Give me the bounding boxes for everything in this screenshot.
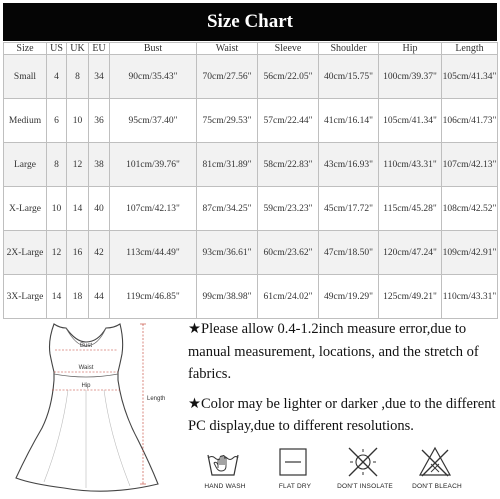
- table-cell: 49cm/19.29": [319, 275, 379, 319]
- column-header-us: US: [47, 43, 67, 55]
- table-cell: 99cm/38.98": [197, 275, 258, 319]
- table-row: [4, 143, 498, 187]
- column-header-uk: UK: [67, 43, 89, 55]
- table-cell: 115cm/45.28": [379, 187, 442, 231]
- table-cell: 41cm/16.14": [319, 99, 379, 143]
- table-row: [4, 99, 498, 143]
- table-cell: 56cm/22.05": [258, 55, 319, 99]
- column-header-length: Length: [442, 43, 498, 55]
- table-cell: 90cm/35.43": [110, 55, 197, 99]
- table-cell: 57cm/22.44": [258, 99, 319, 143]
- table-cell: 38: [89, 143, 110, 187]
- table-cell: 59cm/23.23": [258, 187, 319, 231]
- column-header-eu: EU: [89, 43, 110, 55]
- care-label: DON'T BLEACH: [412, 483, 462, 490]
- table-cell: 105cm/41.34": [379, 99, 442, 143]
- care-item-dont-bleach: [402, 443, 472, 499]
- column-header-bust: Bust: [110, 43, 197, 55]
- size-chart-table: [3, 42, 498, 319]
- table-cell: 119cm/46.85": [110, 275, 197, 319]
- table-cell: 125cm/49.21": [379, 275, 442, 319]
- table-cell: 12: [67, 143, 89, 187]
- table-cell: 93cm/36.61": [197, 231, 258, 275]
- care-label: DON'T INSOLATE: [337, 483, 393, 490]
- table-cell: 61cm/24.02": [258, 275, 319, 319]
- column-header-shoulder: Shoulder: [319, 43, 379, 55]
- table-cell: 75cm/29.53": [197, 99, 258, 143]
- table-cell: 87cm/34.25": [197, 187, 258, 231]
- table-cell: 70cm/27.56": [197, 55, 258, 99]
- table-cell: 109cm/42.91": [442, 231, 498, 275]
- table-row: [4, 55, 498, 99]
- size-notes: [188, 318, 496, 438]
- care-instructions: [190, 443, 496, 499]
- length-label: Length: [147, 396, 166, 402]
- flat-dry-icon: [275, 446, 311, 478]
- table-cell: 106cm/41.73": [442, 99, 498, 143]
- column-header-hip: Hip: [379, 43, 442, 55]
- table-cell: 36: [89, 99, 110, 143]
- table-cell: 120cm/47.24": [379, 231, 442, 275]
- dress-measurement-diagram: [10, 318, 170, 496]
- table-cell: 8: [67, 55, 89, 99]
- table-cell: 101cm/39.76": [110, 143, 197, 187]
- column-header-sleeve: Sleeve: [258, 43, 319, 55]
- table-cell: Small: [4, 55, 47, 99]
- size-chart-title: Size Chart: [3, 3, 497, 41]
- table-cell: X-Large: [4, 187, 47, 231]
- table-cell: 8: [47, 143, 67, 187]
- table-cell: 12: [47, 231, 67, 275]
- table-cell: 110cm/43.31": [442, 275, 498, 319]
- table-cell: Medium: [4, 99, 47, 143]
- dress-illustration: [10, 318, 170, 496]
- dress-outline: [16, 324, 158, 491]
- table-cell: 18: [67, 275, 89, 319]
- table-cell: 44: [89, 275, 110, 319]
- table-cell: 108cm/42.52": [442, 187, 498, 231]
- table-row: [4, 275, 498, 319]
- table-row: [4, 231, 498, 275]
- hand-wash-icon: [205, 446, 241, 478]
- table-cell: 58cm/22.83": [258, 143, 319, 187]
- table-cell: 40cm/15.75": [319, 55, 379, 99]
- table-cell: 10: [67, 99, 89, 143]
- measurement-error-note: ★Please allow 0.4-1.2inch measure error,due to manual measurement, locations, and the stretch of fabrics.: [188, 321, 479, 382]
- table-cell: 95cm/37.40": [110, 99, 197, 143]
- table-cell: 43cm/16.93": [319, 143, 379, 187]
- waist-label: Waist: [78, 365, 94, 371]
- color-variation-note: ★Color may be lighter or darker ,due to the different PC display,due to different resolutions.: [188, 395, 496, 434]
- dont-insolate-icon: [345, 446, 381, 478]
- bust-label: Bust: [79, 343, 93, 349]
- table-cell: 14: [67, 187, 89, 231]
- table-cell: 60cm/23.62": [258, 231, 319, 275]
- column-header-size: Size: [4, 43, 47, 55]
- table-row: [4, 187, 498, 231]
- care-item-flat-dry: [260, 443, 330, 499]
- table-cell: 107cm/42.13": [442, 143, 498, 187]
- dont-bleach-icon: [417, 446, 453, 478]
- table-cell: 4: [47, 55, 67, 99]
- table-cell: 34: [89, 55, 110, 99]
- care-label: FLAT DRY: [278, 483, 312, 490]
- table-cell: 10: [47, 187, 67, 231]
- table-cell: 3X-Large: [4, 275, 47, 319]
- table-cell: 107cm/42.13": [110, 187, 197, 231]
- table-cell: Large: [4, 143, 47, 187]
- care-item-dont-insolate: [330, 443, 400, 499]
- table-cell: 110cm/43.31": [379, 143, 442, 187]
- table-cell: 81cm/31.89": [197, 143, 258, 187]
- table-cell: 2X-Large: [4, 231, 47, 275]
- table-header-row: [4, 43, 498, 55]
- column-header-waist: Waist: [197, 43, 258, 55]
- table-cell: 16: [67, 231, 89, 275]
- table-cell: 113cm/44.49": [110, 231, 197, 275]
- table-cell: 14: [47, 275, 67, 319]
- care-item-hand-wash: [190, 443, 260, 499]
- care-label: HAND WASH: [204, 483, 246, 490]
- table-cell: 100cm/39.37": [379, 55, 442, 99]
- table-cell: 45cm/17.72": [319, 187, 379, 231]
- hip-label: Hip: [81, 383, 91, 389]
- table-cell: 42: [89, 231, 110, 275]
- table-cell: 105cm/41.34": [442, 55, 498, 99]
- table-cell: 47cm/18.50": [319, 231, 379, 275]
- table-cell: 40: [89, 187, 110, 231]
- table-cell: 6: [47, 99, 67, 143]
